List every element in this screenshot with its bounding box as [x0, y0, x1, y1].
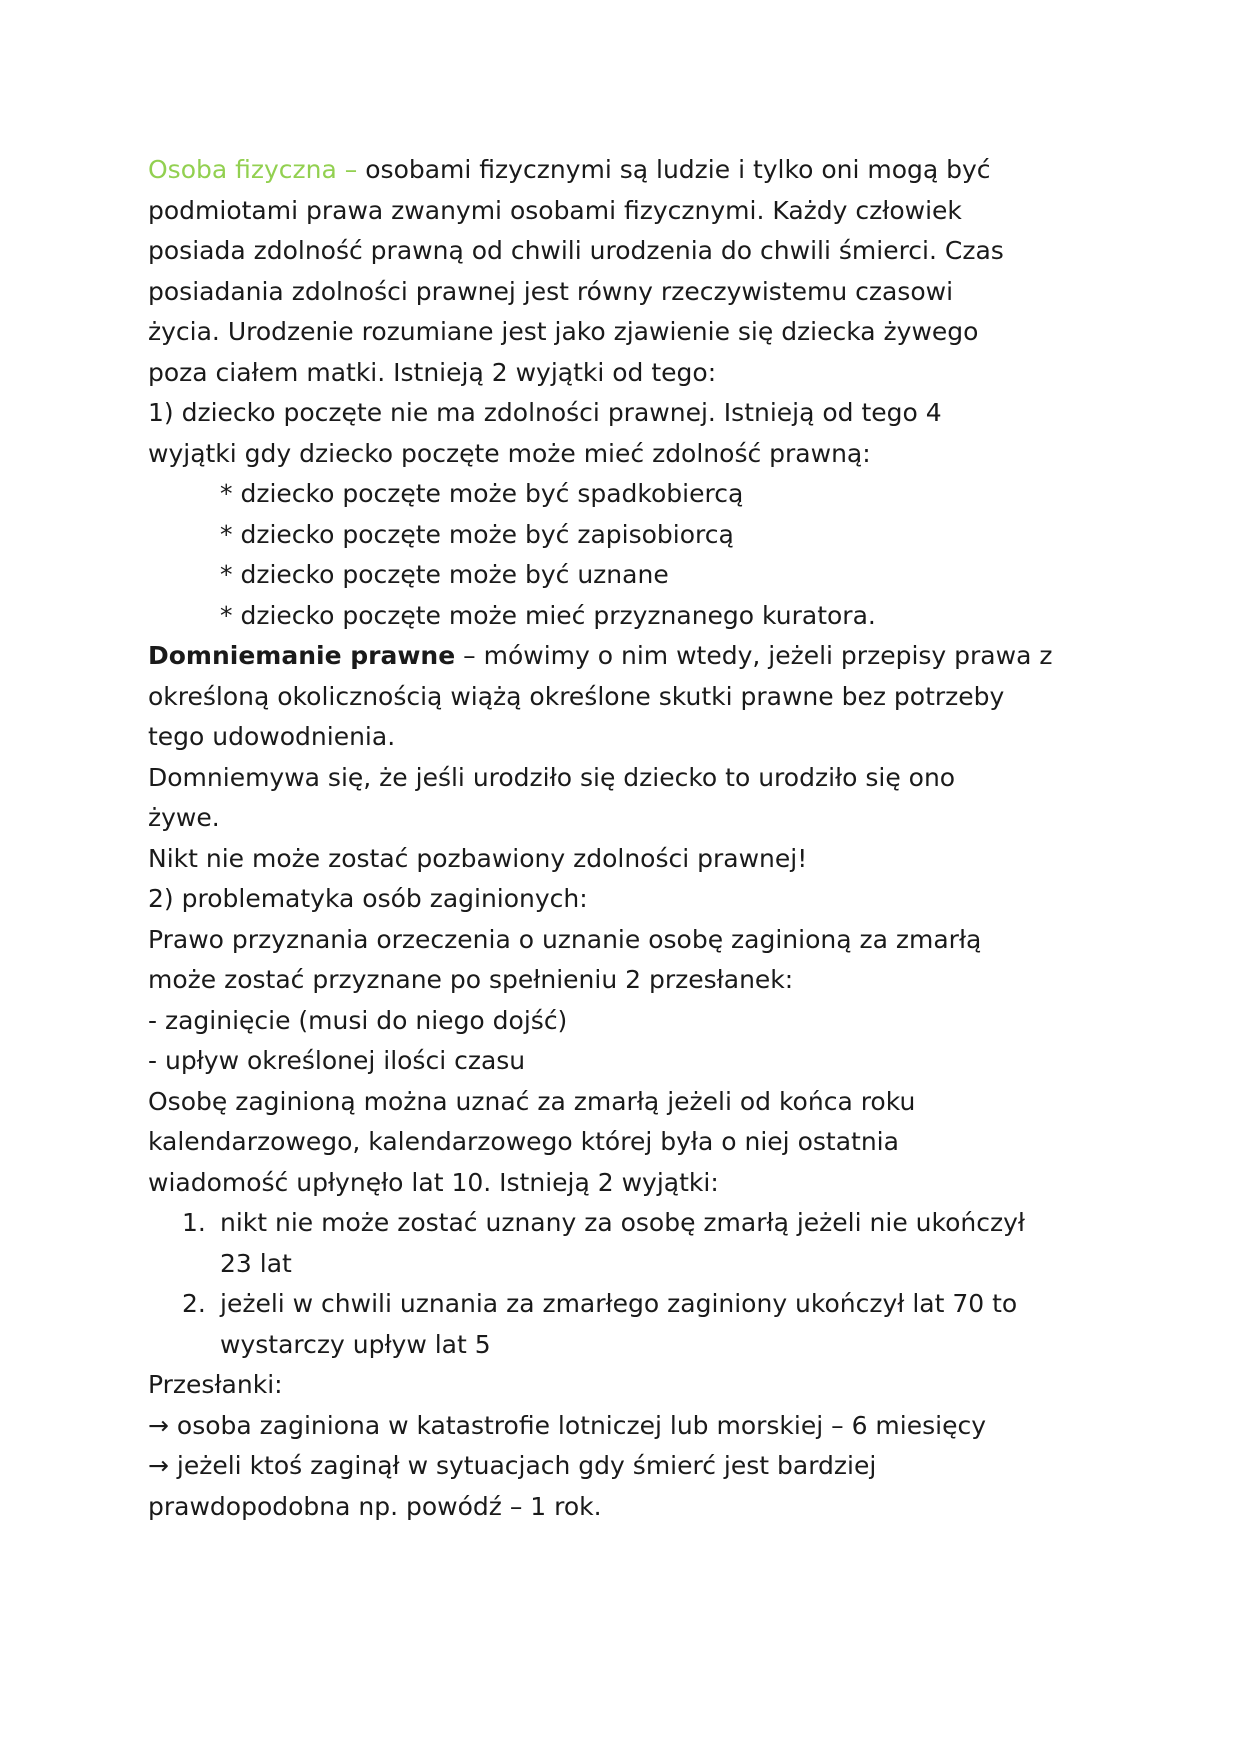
intro-first-line-text: osobami fizycznymi są ludzie i tylko oni mogą być — [365, 155, 991, 184]
bullet-item: * dziecko poczęte może być zapisobiorcą — [220, 519, 734, 549]
term-dash: – — [336, 155, 366, 184]
intro-line: poza ciałem matki. Istnieją 2 wyjątki od tego: — [148, 357, 717, 387]
premises-line: → osoba zaginiona w katastrofie lotniczej lub morskiej – 6 miesięcy — [148, 1410, 987, 1440]
exception-continuation: 23 lat — [220, 1248, 292, 1278]
exception-number: 1. — [182, 1208, 206, 1237]
intro-line: 1) dziecko poczęte nie ma zdolności prawnej. Istnieją od tego 4 — [148, 398, 942, 427]
bullet-item: * dziecko poczęte może mieć przyznanego kuratora. — [220, 600, 876, 630]
exception-text: jeżeli w chwili uznania za zmarłego zaginiony ukończył lat 70 to — [220, 1289, 1018, 1318]
intro-line: podmiotami prawa zwanymi osobami fizycznymi. Każdy człowiek — [148, 195, 962, 225]
premises-line: prawdopodobna np. powódź – 1 rok. — [148, 1491, 602, 1521]
presumption-line: określoną okolicznością wiążą określone skutki prawne bez potrzeby — [148, 681, 1005, 711]
exception-text: nikt nie może zostać uznany za osobę zmarłą jeżeli nie ukończył — [220, 1208, 1025, 1237]
presumption-line: Osobę zaginioną można uznać za zmarłą jeżeli od końca roku — [148, 1086, 916, 1116]
presumption-first-line-text: – mówimy o nim wtedy, jeżeli przepisy prawa z — [455, 641, 1053, 670]
presumption-first-line — [148, 636, 1088, 677]
exception-item — [148, 1203, 1088, 1244]
presumption-line: - upływ określonej ilości czasu — [148, 1046, 526, 1075]
presumption-line: kalendarzowego, kalendarzowego której była o niej ostatnia — [148, 1127, 899, 1156]
intro-line: posiada zdolność prawną od chwili urodzenia do chwili śmierci. Czas — [148, 236, 1004, 265]
exception-item — [148, 1284, 1088, 1325]
exception-continuation: wystarczy upływ lat 5 — [220, 1329, 491, 1359]
presumption-line: Prawo przyznania orzeczenia o uznanie osobę zaginioną za zmarłą — [148, 924, 982, 954]
bullet-item: * dziecko poczęte może być uznane — [220, 560, 669, 589]
premises-line: → jeżeli ktoś zaginął w sytuacjach gdy śmierć jest bardziej — [148, 1451, 877, 1480]
presumption-line: - zaginięcie (musi do niego dojść) — [148, 1005, 568, 1035]
intro-first-line — [148, 150, 1088, 191]
presumption-line: Nikt nie może zostać pozbawiony zdolności prawnej! — [148, 843, 808, 873]
exception-number: 2. — [182, 1289, 206, 1318]
presumption-line: Domniemywa się, że jeśli urodziło się dziecko to urodziło się ono — [148, 762, 956, 792]
bullet-item: * dziecko poczęte może być spadkobiercą — [220, 479, 744, 508]
term-osoba-fizyczna: Osoba fizyczna — [148, 155, 337, 184]
intro-line: życia. Urodzenie rozumiane jest jako zjawienie się dziecka żywego — [148, 317, 979, 346]
intro-line: posiadania zdolności prawnej jest równy rzeczywistemu czasowi — [148, 276, 954, 306]
document-page — [148, 150, 1088, 1527]
presumption-line: 2) problematyka osób zaginionych: — [148, 884, 588, 913]
presumption-line: tego udowodnienia. — [148, 722, 396, 751]
presumption-line: żywe. — [148, 803, 220, 832]
premises-heading: Przesłanki: — [148, 1370, 283, 1399]
intro-line: wyjątki gdy dziecko poczęte może mieć zdolność prawną: — [148, 438, 871, 468]
presumption-line: wiadomość upłynęło lat 10. Istnieją 2 wyjątki: — [148, 1167, 719, 1197]
term-domniemanie-prawne: Domniemanie prawne — [148, 641, 456, 670]
presumption-line: może zostać przyznane po spełnieniu 2 przesłanek: — [148, 965, 794, 994]
